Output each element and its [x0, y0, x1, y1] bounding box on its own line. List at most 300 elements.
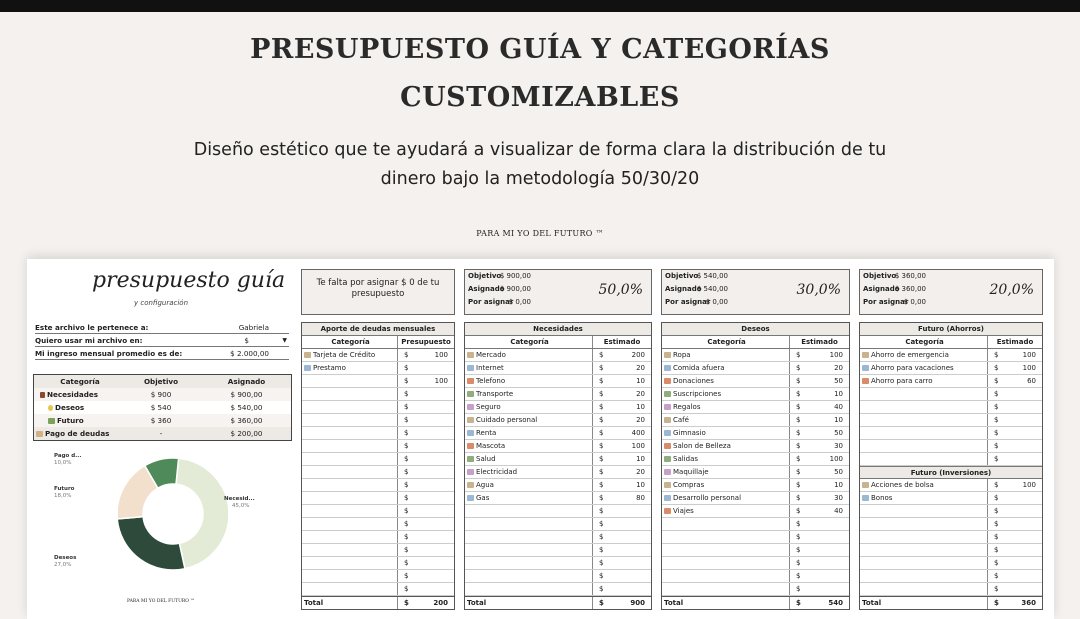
summary-deseos: Objetivo $ 540,00 Asignado $ 540,00 Por asignar $ 0,00 30,0%: [661, 269, 850, 315]
category-cell[interactable]: [465, 388, 593, 400]
total-row: [860, 596, 1042, 609]
table-row: [465, 518, 651, 531]
amount-cell[interactable]: [398, 492, 454, 504]
info-row-currency: [35, 334, 289, 347]
amount-cell[interactable]: [593, 570, 651, 582]
currency-symbol: $: [994, 546, 999, 554]
category-cell[interactable]: [302, 388, 398, 400]
currency-symbol: $: [404, 533, 409, 541]
category-cell[interactable]: [465, 570, 593, 582]
amount-cell[interactable]: [593, 557, 651, 569]
category-cell[interactable]: [860, 349, 988, 361]
amount-cell[interactable]: [790, 544, 849, 556]
category-cell[interactable]: [465, 375, 593, 387]
category-cell[interactable]: [662, 388, 790, 400]
category-cell[interactable]: [860, 427, 988, 439]
donut-slice: [118, 517, 185, 570]
category-cell[interactable]: [860, 388, 988, 400]
category-name: Agua: [476, 481, 494, 489]
category-cell[interactable]: [302, 466, 398, 478]
table-row: [465, 505, 651, 518]
donut-label-futuro: Futuro 18,0%: [54, 486, 75, 499]
category-cell[interactable]: [302, 557, 398, 569]
category-icon: [664, 391, 671, 397]
table-row: [302, 583, 454, 596]
currency-symbol: $: [994, 599, 999, 607]
amount-value: 400: [631, 429, 645, 437]
currency-symbol: $: [994, 481, 999, 489]
category-cell[interactable]: [465, 492, 593, 504]
table-row: [302, 388, 454, 401]
currency-symbol: $: [796, 364, 801, 372]
category-cell[interactable]: [662, 505, 790, 517]
amount-cell[interactable]: [593, 544, 651, 556]
amount-cell[interactable]: [790, 518, 849, 530]
amount-cell[interactable]: [398, 466, 454, 478]
amount-cell[interactable]: [988, 557, 1042, 569]
amount-cell[interactable]: [398, 583, 454, 595]
amount-cell[interactable]: [593, 518, 651, 530]
category-cell[interactable]: [465, 466, 593, 478]
table-column-header: [860, 336, 1042, 349]
category-cell[interactable]: [302, 414, 398, 426]
total-row: [662, 596, 849, 609]
amount-cell[interactable]: [593, 401, 651, 413]
category-cell[interactable]: [662, 401, 790, 413]
amount-cell[interactable]: [790, 557, 849, 569]
amount-cell[interactable]: [593, 479, 651, 491]
table-row: [465, 570, 651, 583]
category-cell[interactable]: [860, 544, 988, 556]
table-column-header: [662, 336, 849, 349]
category-cell[interactable]: [302, 505, 398, 517]
category-cell[interactable]: [860, 479, 988, 491]
category-icon: [467, 469, 474, 475]
table-row: [860, 570, 1042, 583]
amount-cell[interactable]: [988, 401, 1042, 413]
table-row: [302, 557, 454, 570]
amount-cell[interactable]: [988, 388, 1042, 400]
amount-cell[interactable]: [593, 505, 651, 517]
amount-cell[interactable]: [398, 453, 454, 465]
currency-symbol: $: [599, 377, 604, 385]
category-cell[interactable]: [662, 427, 790, 439]
category-cell[interactable]: [662, 466, 790, 478]
currency-symbol: $: [796, 390, 801, 398]
amount-cell[interactable]: [988, 544, 1042, 556]
category-cell[interactable]: [662, 362, 790, 374]
col-header: Categoría: [465, 336, 593, 348]
table-row: [465, 349, 651, 362]
currency-symbol: $: [796, 481, 801, 489]
amount-cell[interactable]: [790, 505, 849, 517]
amount-cell[interactable]: [790, 362, 849, 374]
table-row: [302, 518, 454, 531]
category-cell[interactable]: [302, 531, 398, 543]
table-row: [302, 479, 454, 492]
amount-cell[interactable]: [790, 427, 849, 439]
category-cell[interactable]: [465, 531, 593, 543]
amount-cell[interactable]: [988, 583, 1042, 595]
amount-cell[interactable]: [593, 466, 651, 478]
amount-cell[interactable]: [790, 583, 849, 595]
currency-symbol: $: [796, 351, 801, 359]
col-header: Asignado: [227, 377, 266, 386]
currency-symbol: $: [994, 351, 999, 359]
total-value: [398, 597, 454, 609]
category-cell[interactable]: [302, 362, 398, 374]
table-row: [465, 375, 651, 388]
objective-cell: $ 900: [150, 390, 172, 399]
currency-symbol: $: [404, 364, 409, 372]
category-cell[interactable]: [302, 583, 398, 595]
table-row: [465, 388, 651, 401]
category-cell[interactable]: [465, 349, 593, 361]
category-name: Compras: [673, 481, 705, 489]
col-header: Estimado: [801, 338, 838, 346]
info-row-owner: [35, 321, 289, 334]
amount-cell[interactable]: [593, 453, 651, 465]
amount-cell[interactable]: [398, 440, 454, 452]
col-header: Categoría: [302, 336, 398, 348]
category-summary-table: [33, 374, 292, 441]
amount-cell[interactable]: [988, 440, 1042, 452]
category-cell[interactable]: [302, 479, 398, 491]
amount-value: 10: [834, 390, 843, 398]
category-cell[interactable]: [860, 401, 988, 413]
amount-cell[interactable]: [398, 531, 454, 543]
currency-symbol: $: [796, 599, 801, 607]
currency-symbol: $: [599, 585, 604, 593]
category-cell[interactable]: [662, 479, 790, 491]
amount-cell[interactable]: [790, 492, 849, 504]
table-row: [302, 466, 454, 479]
amount-cell[interactable]: [988, 505, 1042, 517]
total-amount: 200: [433, 599, 448, 607]
amount-cell[interactable]: [988, 453, 1042, 465]
table-row: [860, 492, 1042, 505]
amount-cell[interactable]: [593, 388, 651, 400]
amount-cell[interactable]: [593, 362, 651, 374]
amount-value: 20: [834, 364, 843, 372]
currency-symbol: $: [599, 507, 604, 515]
amount-value: 10: [636, 403, 645, 411]
amount-value: 30: [834, 494, 843, 502]
amount-cell[interactable]: [790, 453, 849, 465]
amount-cell[interactable]: [790, 414, 849, 426]
category-cell[interactable]: [860, 414, 988, 426]
category-cell[interactable]: [662, 349, 790, 361]
table-row: [34, 414, 291, 427]
category-cell[interactable]: [860, 440, 988, 452]
category-cell[interactable]: [465, 414, 593, 426]
category-cell[interactable]: [860, 453, 988, 465]
category-cell[interactable]: [465, 583, 593, 595]
amount-value: 100: [1022, 351, 1036, 359]
amount-cell[interactable]: [988, 427, 1042, 439]
category-cell[interactable]: [302, 518, 398, 530]
category-cell[interactable]: [860, 570, 988, 582]
donut-slice: [176, 458, 228, 568]
col-header: Categoría: [662, 336, 790, 348]
currency-symbol: $: [994, 520, 999, 528]
category-cell[interactable]: [302, 570, 398, 582]
amount-cell[interactable]: [398, 388, 454, 400]
category-cell[interactable]: [662, 531, 790, 543]
table-row: [662, 427, 849, 440]
amount-cell[interactable]: [398, 349, 454, 361]
total-label: Total: [662, 597, 790, 609]
category-cell[interactable]: [465, 505, 593, 517]
category-cell[interactable]: [302, 427, 398, 439]
currency-symbol: $: [599, 416, 604, 424]
table-row: [302, 362, 454, 375]
table-row: [465, 492, 651, 505]
amount-value: 40: [834, 403, 843, 411]
category-cell[interactable]: [465, 479, 593, 491]
money-icon: [48, 418, 55, 424]
category-cell[interactable]: [302, 440, 398, 452]
amount-cell[interactable]: [790, 401, 849, 413]
currency-symbol: $: [404, 416, 409, 424]
table-title: Futuro (Inversiones): [860, 466, 1042, 479]
table-deseos: [661, 322, 850, 610]
info-value[interactable]: Gabriela: [238, 323, 269, 332]
amount-cell[interactable]: [988, 518, 1042, 530]
currency-symbol: $: [599, 572, 604, 580]
currency-select[interactable]: $: [244, 336, 249, 345]
donut-label-deseos: Deseos 27,0%: [54, 555, 77, 568]
category-cell[interactable]: [662, 518, 790, 530]
category-cell[interactable]: [860, 518, 988, 530]
total-value: [988, 597, 1042, 609]
table-row: [860, 544, 1042, 557]
category-cell[interactable]: [860, 362, 988, 374]
category-name: Comida afuera: [673, 364, 725, 372]
amount-cell[interactable]: [790, 349, 849, 361]
category-cell[interactable]: [662, 440, 790, 452]
category-name: Telefono: [476, 377, 506, 385]
currency-symbol: $: [796, 494, 801, 502]
category-icon: [664, 456, 671, 462]
category-cell[interactable]: [662, 570, 790, 582]
category-cell[interactable]: [302, 453, 398, 465]
amount-cell[interactable]: [988, 349, 1042, 361]
currency-symbol: $: [796, 429, 801, 437]
amount-cell[interactable]: [988, 414, 1042, 426]
table-row: [302, 453, 454, 466]
objective-cell: $ 540: [150, 403, 172, 412]
category-cell[interactable]: [662, 375, 790, 387]
currency-symbol: $: [404, 520, 409, 528]
amount-cell[interactable]: [790, 388, 849, 400]
amount-cell[interactable]: [593, 492, 651, 504]
category-icon: [664, 352, 671, 358]
currency-symbol: $: [599, 494, 604, 502]
table-row: [662, 375, 849, 388]
category-cell[interactable]: [302, 401, 398, 413]
table-row: [860, 349, 1042, 362]
amount-cell[interactable]: [398, 544, 454, 556]
category-cell[interactable]: [860, 375, 988, 387]
info-value[interactable]: $ 2.000,00: [230, 349, 269, 358]
category-cell[interactable]: [662, 492, 790, 504]
summary-futuro: Objetivo $ 360,00 Asignado $ 360,00 Por asignar $ 0,00 20,0%: [859, 269, 1043, 315]
table-row: [662, 570, 849, 583]
category-cell[interactable]: [465, 544, 593, 556]
amount-cell[interactable]: [790, 531, 849, 543]
currency-symbol: $: [796, 416, 801, 424]
amount-cell[interactable]: [593, 414, 651, 426]
category-cell[interactable]: [465, 557, 593, 569]
objective-cell: $ 360: [150, 416, 172, 425]
percent-label: 50,0%: [598, 282, 643, 298]
amount-cell[interactable]: [398, 505, 454, 517]
amount-cell[interactable]: [398, 518, 454, 530]
sheet-logo-sub: y configuración: [134, 299, 189, 307]
amount-cell[interactable]: [593, 375, 651, 387]
category-cell[interactable]: [302, 492, 398, 504]
amount-value: 100: [829, 351, 843, 359]
table-row: [860, 440, 1042, 453]
currency-symbol: $: [404, 559, 409, 567]
category-cell[interactable]: [662, 557, 790, 569]
table-row: [860, 427, 1042, 440]
currency-symbol: $: [994, 533, 999, 541]
table-row: [662, 479, 849, 492]
category-cell[interactable]: [662, 453, 790, 465]
category-cell[interactable]: [465, 362, 593, 374]
category-cell[interactable]: [465, 440, 593, 452]
category-name: Ahorro para vacaciones: [871, 364, 954, 372]
percent-label: 20,0%: [989, 282, 1034, 298]
amount-value: 80: [636, 494, 645, 502]
category-icon: [467, 391, 474, 397]
amount-cell[interactable]: [593, 440, 651, 452]
table-row: [860, 375, 1042, 388]
currency-symbol: $: [599, 364, 604, 372]
category-cell[interactable]: [860, 492, 988, 504]
category-cell[interactable]: [302, 349, 398, 361]
amount-cell[interactable]: [398, 479, 454, 491]
category-cell[interactable]: [860, 583, 988, 595]
currency-symbol: $: [404, 481, 409, 489]
category-cell[interactable]: [465, 401, 593, 413]
amount-cell[interactable]: [988, 570, 1042, 582]
category-icon: [664, 365, 671, 371]
category-cell[interactable]: [662, 414, 790, 426]
currency-symbol: $: [404, 468, 409, 476]
amount-cell[interactable]: [790, 440, 849, 452]
amount-cell[interactable]: [398, 414, 454, 426]
table-row: [302, 349, 454, 362]
amount-cell[interactable]: [790, 479, 849, 491]
category-icon: [467, 430, 474, 436]
amount-cell[interactable]: [398, 557, 454, 569]
amount-cell[interactable]: [988, 492, 1042, 504]
category-cell[interactable]: [302, 375, 398, 387]
amount-cell[interactable]: [398, 427, 454, 439]
currency-symbol: $: [599, 599, 604, 607]
table-futuro: [859, 322, 1043, 610]
amount-cell[interactable]: [593, 531, 651, 543]
amount-value: 50: [834, 429, 843, 437]
currency-symbol: $: [599, 468, 604, 476]
amount-value: 100: [1022, 481, 1036, 489]
currency-symbol: $: [404, 403, 409, 411]
info-label: Mi ingreso mensual promedio es de:: [35, 349, 183, 358]
table-title: Aporte de deudas mensuales: [302, 323, 454, 336]
currency-symbol: $: [994, 377, 999, 385]
currency-symbol: $: [599, 520, 604, 528]
amount-cell[interactable]: [398, 375, 454, 387]
category-cell[interactable]: [465, 453, 593, 465]
category-cell[interactable]: [860, 505, 988, 517]
amount-value: 100: [1022, 364, 1036, 372]
col-header: Estimado: [603, 338, 641, 346]
amount-cell[interactable]: [790, 375, 849, 387]
amount-cell[interactable]: [790, 570, 849, 582]
amount-cell[interactable]: [988, 479, 1042, 491]
amount-cell[interactable]: [593, 349, 651, 361]
category-cell[interactable]: [302, 544, 398, 556]
currency-symbol: $: [404, 599, 409, 607]
total-amount: 360: [1021, 599, 1036, 607]
category-cell[interactable]: [465, 518, 593, 530]
amount-cell[interactable]: [398, 362, 454, 374]
amount-cell[interactable]: [988, 531, 1042, 543]
category-cell[interactable]: [860, 531, 988, 543]
category-icon: [467, 443, 474, 449]
category-cell[interactable]: [860, 557, 988, 569]
table-row: [860, 557, 1042, 570]
category-icon: [664, 508, 671, 514]
amount-value: 40: [834, 507, 843, 515]
table-row: [860, 479, 1042, 492]
category-icon: [467, 404, 474, 410]
category-icon: [664, 378, 671, 384]
table-row: [465, 427, 651, 440]
amount-cell[interactable]: [398, 401, 454, 413]
category-cell[interactable]: [662, 544, 790, 556]
table-row: [302, 440, 454, 453]
category-name: Salud: [476, 455, 496, 463]
table-title: Deseos: [662, 323, 849, 336]
chevron-down-icon[interactable]: ▼: [282, 337, 287, 344]
amount-cell[interactable]: [398, 570, 454, 582]
table-row: [302, 544, 454, 557]
amount-cell[interactable]: [593, 583, 651, 595]
category-cell[interactable]: [662, 583, 790, 595]
amount-cell[interactable]: [593, 427, 651, 439]
total-amount: 540: [828, 599, 843, 607]
col-header: Categoría: [860, 336, 988, 348]
percent-label: 30,0%: [796, 282, 841, 298]
table-row: [302, 375, 454, 388]
currency-symbol: $: [796, 559, 801, 567]
category-icon: [664, 495, 671, 501]
amount-value: 10: [834, 416, 843, 424]
table-row: [465, 544, 651, 557]
subtitle-line2: dinero bajo la metodología 50/30/20: [380, 169, 700, 189]
category-icon: [664, 417, 671, 423]
table-row: [860, 518, 1042, 531]
amount-cell[interactable]: [790, 466, 849, 478]
subtitle-line1: Diseño estético que te ayudará a visualizar de forma clara la distribución de tu: [193, 140, 887, 160]
category-cell[interactable]: [465, 427, 593, 439]
amount-cell[interactable]: [988, 362, 1042, 374]
amount-cell[interactable]: [988, 375, 1042, 387]
